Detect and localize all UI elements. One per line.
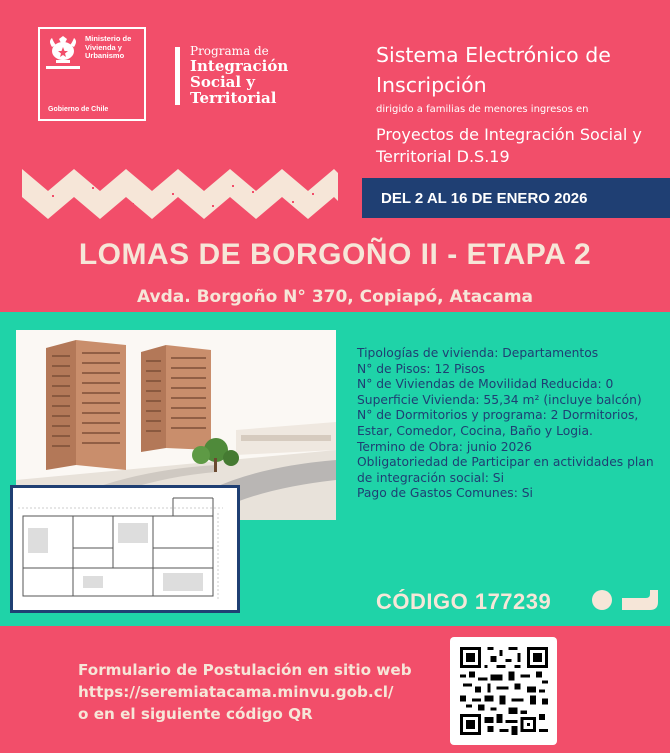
form-line-3: o en el siguiente código QR: [78, 705, 313, 723]
ministry-name: Ministerio de Vivienda y Urbanismo: [85, 34, 132, 60]
project-code: CÓDIGO 177239: [376, 589, 552, 614]
spec-item: Tipologías de vivienda: Departamentos: [357, 346, 599, 360]
floor-plan-image: [10, 485, 240, 613]
spec-item: Obligatoriedad de Participar en actividades plan de integración social: Si: [357, 455, 654, 485]
logo-bar: [46, 66, 80, 69]
application-info: [78, 659, 412, 725]
spec-item: Termino de Obra: junio 2026: [357, 439, 533, 454]
program-label: Programa de: [190, 44, 269, 58]
coat-of-arms-icon: [46, 35, 80, 65]
form-url-link[interactable]: https://seremiatacama.minvu.gob.cl/: [78, 683, 394, 701]
spec-item: N° de Dormitorios y programa: 2 Dormitorios, Estar, Comedor, Cocina, Baño y Logia.: [357, 408, 639, 438]
system-title: Sistema Electrónico de Inscripción: [376, 43, 611, 97]
spec-item: Pago de Gastos Comunes: Si: [357, 486, 533, 501]
spec-item: N° de Pisos: 12 Pisos: [357, 361, 485, 376]
ministry-logo: [38, 27, 146, 121]
spec-item: N° de Viviendas de Movilidad Reducida: 0: [357, 377, 614, 392]
zigzag-decoration: [22, 165, 338, 223]
projects-title: Proyectos de Integración Social y Territorial D.S.19: [376, 125, 642, 166]
project-name: LOMAS DE BORGOÑO II - ETAPA 2: [78, 238, 592, 271]
spec-item: Superficie Vivienda: 55,34 m² (incluye balcón): [357, 392, 642, 407]
form-line-1: Formulario de Postulación en sitio web: [78, 661, 412, 679]
government-name: Gobierno de Chile: [48, 106, 109, 113]
program-divider: [175, 47, 180, 105]
project-address: Avda. Borgoño N° 370, Copiapó, Atacama: [136, 287, 534, 307]
project-specs: [357, 346, 662, 502]
system-subtitle: dirigido a familias de menores ingresos en: [376, 104, 589, 115]
date-range-banner: DEL 2 AL 16 DE ENERO 2026: [362, 178, 670, 218]
circle-decoration: [592, 590, 612, 610]
qr-code-icon[interactable]: [460, 647, 548, 735]
program-name: Integración Social y Territorial: [190, 57, 289, 107]
corner-decoration: [622, 590, 658, 610]
